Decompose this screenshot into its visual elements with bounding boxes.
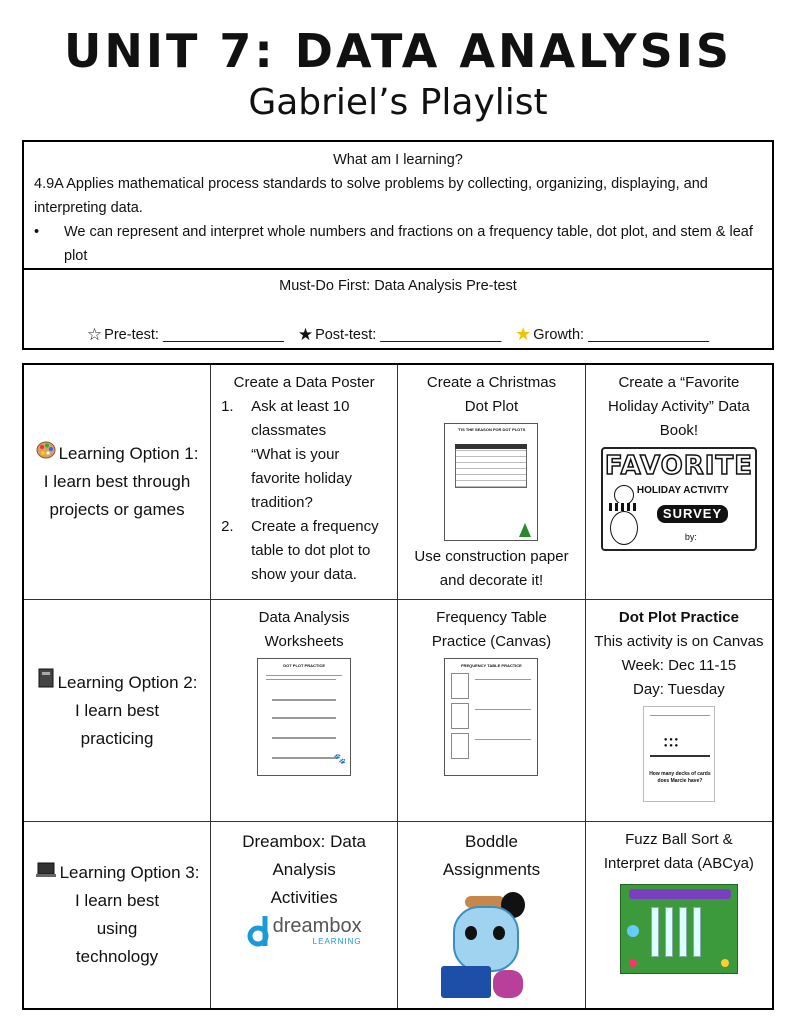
learning-objectives-box: [22, 140, 774, 270]
thumb-table: [451, 733, 469, 759]
thumb-title: DOT PLOT PRACTICE: [283, 663, 325, 668]
option1-label: [36, 440, 199, 468]
thumb-line: [266, 675, 342, 676]
thumb-table: [451, 703, 469, 729]
learning-heading: What am I learning?: [333, 152, 463, 168]
thumb-table-header: [455, 444, 527, 449]
thumb-title: 'TIS THE SEASON FOR DOT PLOTS: [457, 427, 526, 432]
tree-icon: [519, 523, 531, 537]
dreambox-logo-text: dreambox: [272, 915, 362, 937]
fuzz-title: Fuzz Ball Sort & Interpret data (ABCya): [603, 831, 754, 872]
snowman-icon: [609, 485, 639, 547]
thumb-line: [475, 739, 531, 740]
frequency-thumbnail: [444, 658, 538, 776]
thumb-numberline: [272, 737, 336, 739]
laptop-icon: [35, 859, 57, 887]
posttest-item: [298, 324, 501, 345]
thumb-question: How many decks of cards does Marcie have?: [649, 771, 711, 784]
step-text: “What is your favorite holiday tradition?: [251, 446, 352, 511]
worksheet-thumbnail: [257, 658, 351, 776]
thumb-table: [455, 444, 527, 488]
growth-item: [515, 324, 709, 345]
fuzz-game-thumbnail: [620, 884, 738, 974]
thumb-numberline: [272, 717, 336, 719]
holiday-survey-art: [601, 447, 757, 551]
must-do-box: [22, 268, 774, 350]
thumb-numberline: [272, 699, 336, 701]
standard-text: 4.9A Applies mathematical process standards to solve problems by collecting, organizing, displaying, and interpreting data.: [34, 176, 708, 216]
hollow-star-icon: ☆: [86, 324, 103, 344]
worksheets-title: Data Analysis Worksheets: [258, 609, 350, 650]
thumb-title: FREQUENCY TABLE PRACTICE: [461, 663, 522, 668]
option1-row: [23, 364, 773, 600]
poster-step-1: [217, 395, 391, 443]
worksheets-cell: [211, 600, 398, 822]
dotplot-line3: Day: Tuesday: [633, 681, 725, 698]
pretest-label: Pre-test: _______________: [104, 326, 284, 343]
option2-label: [37, 668, 198, 697]
dreambox-cell: [211, 822, 398, 1010]
thumb-dots: ● ● ● ● ● ●: [663, 737, 679, 749]
poster-step-question: [217, 443, 391, 515]
dreambox-logo: [217, 914, 391, 948]
dotplot-thumbnail: [643, 706, 715, 802]
thumb-line: [475, 709, 531, 710]
christmas-worksheet-thumbnail: [444, 423, 538, 541]
option2-desc: I learn best practicing: [74, 701, 160, 748]
holiday-data-book-cell: [585, 364, 773, 600]
christmas-title: Create a Christmas Dot Plot: [426, 374, 557, 415]
fuzz-ball-cell: [585, 822, 773, 1010]
christmas-note: Use construction paper and decorate it!: [414, 548, 569, 589]
dotplot-line1: This activity is on Canvas: [594, 633, 764, 650]
step-text: Ask at least 10 classmates: [251, 398, 350, 439]
thumb-line: [475, 679, 531, 680]
dot-plot-practice-cell: [585, 600, 773, 822]
data-poster-steps: [217, 395, 391, 587]
option3-row: [23, 822, 773, 1010]
option1-cell: [23, 364, 211, 600]
christmas-dot-plot-cell: [398, 364, 586, 600]
option3-label-text: Learning Option 3:: [59, 863, 200, 882]
thumb-line: [266, 679, 336, 680]
thumb-numberline: [650, 755, 710, 757]
option2-row: [23, 600, 773, 822]
playlist-grid: [22, 363, 774, 1010]
option1-desc: I learn best through projects or games: [43, 472, 191, 519]
paw-icon: 🐾: [333, 754, 347, 765]
dreambox-logo-sub: LEARNING: [312, 937, 362, 946]
thumb-numberline: [272, 757, 336, 759]
data-poster-cell: [211, 364, 398, 600]
book-icon: [37, 668, 55, 697]
bullet-text: We can represent and interpret whole numbers and fractions on a frequency table, dot plot, and stem & leaf plot: [64, 224, 753, 264]
step-number: 2.: [221, 518, 234, 535]
must-do-title: Must-Do First: Data Analysis Pre-test: [279, 278, 517, 294]
option3-label: [35, 859, 200, 887]
boddle-character: [441, 892, 541, 1002]
dotplot-line2: Week: Dec 11-15: [621, 657, 737, 674]
dotplot-title: Dot Plot Practice: [618, 609, 739, 626]
objective-bullet: [34, 220, 762, 268]
option2-label-text: Learning Option 2:: [57, 672, 198, 692]
frequency-table-cell: [398, 600, 586, 822]
data-poster-title: Create a Data Poster: [233, 374, 375, 391]
page-subtitle: Gabriel’s Playlist: [248, 82, 548, 123]
thumb-line: [650, 715, 710, 716]
art-by: by:: [684, 532, 697, 542]
holiday-title: Create a “Favorite Holiday Activity” Data Book!: [608, 374, 750, 439]
step-number: 1.: [221, 398, 234, 415]
bullet-icon: •: [34, 224, 40, 240]
growth-label: Growth: _______________: [533, 326, 710, 343]
solid-star-icon: ★: [297, 324, 314, 344]
option3-desc: I learn best using technology: [74, 891, 160, 966]
option2-cell: [23, 600, 211, 822]
test-score-row: [24, 324, 772, 345]
palette-icon: [36, 440, 56, 468]
option3-cell: [23, 822, 211, 1010]
boddle-title: Boddle Assignments: [442, 832, 541, 879]
frequency-title: Frequency Table Practice (Canvas): [431, 609, 552, 650]
art-word-favorite: FAVORITE: [604, 451, 753, 481]
thumb-table: [451, 673, 469, 699]
step-text: Create a frequency table to dot plot to show your data.: [251, 518, 379, 583]
art-word-holiday: HOLIDAY ACTIVITY: [636, 485, 729, 496]
pretest-item: [87, 324, 284, 345]
page-title: UNIT 7: DATA ANALYSIS: [64, 24, 732, 78]
art-word-survey: SURVEY: [657, 505, 728, 523]
boddle-cell: [398, 822, 586, 1010]
dreambox-title: Dreambox: Data Analysis Activities: [242, 832, 366, 907]
poster-step-2: [217, 515, 391, 587]
dreambox-d-icon: [247, 914, 273, 948]
option1-label-text: Learning Option 1:: [58, 444, 199, 463]
gold-star-icon: ★: [515, 324, 532, 344]
posttest-label: Post-test: _______________: [315, 326, 502, 343]
